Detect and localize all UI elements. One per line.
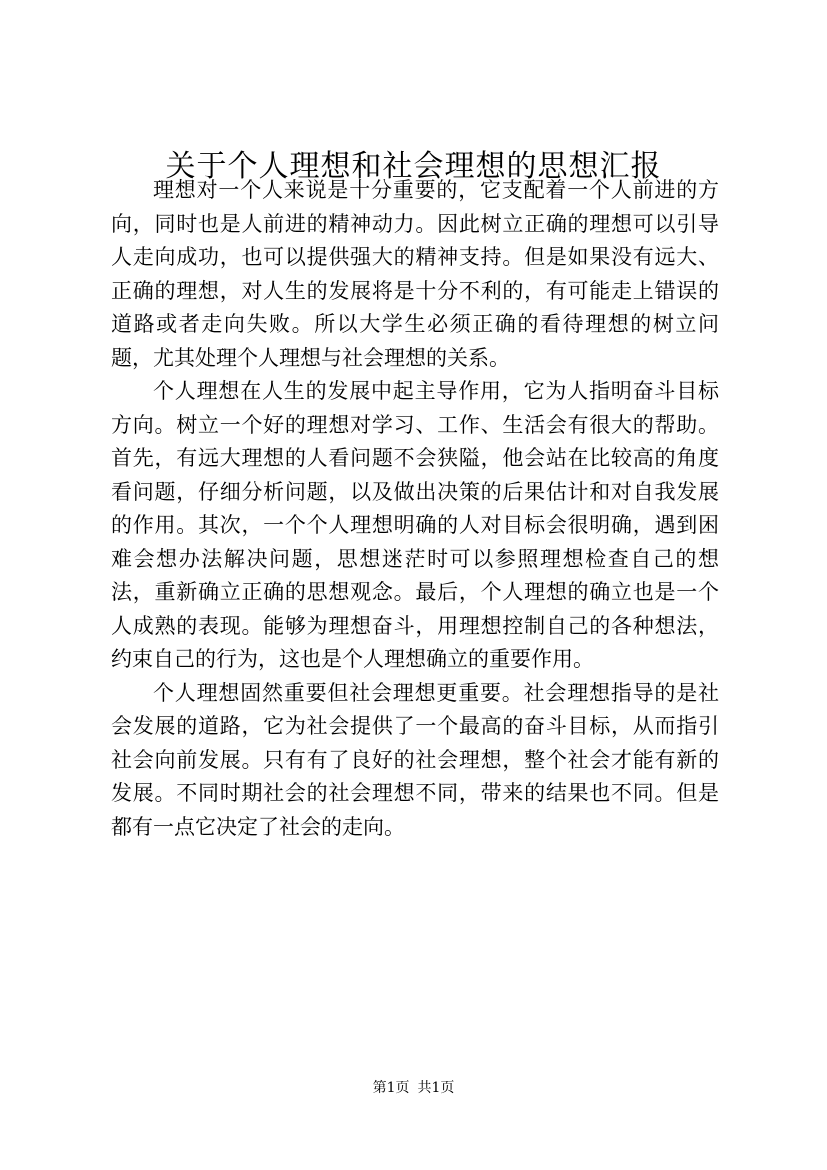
document-title: 关于个人理想和社会理想的思想汇报 [165, 149, 662, 184]
page-footer [0, 1078, 827, 1098]
paragraph-1: 理想对一个人来说是十分重要的，它支配着一个人前进的方向，同时也是人前进的精神动力。因此树立正确的理想可以引导人走向成功，也可以提供强大的精神支持。但是如果没有远大、正确的理想，对人生的发展将是十分不利的，有可能走上错误的道路或者走向失败。所以大学生必须正确的看待理想的树立问题，尤其处理个人理想与社会理想的关系。 [111, 178, 719, 370]
paragraph-3: 个人理想固然重要但社会理想更重要。社会理想指导的是社会发展的道路，它为社会提供了一个最高的奋斗目标，从而指引社会向前发展。只有有了良好的社会理想，整个社会才能有新的发展。不同时期社会的社会理想不同，带来的结果也不同。但是都有一点它决定了社会的走向。 [111, 680, 719, 839]
paragraph-2: 个人理想在人生的发展中起主导作用，它为人指明奋斗目标方向。树立一个好的理想对学习、工作、生活会有很大的帮助。首先，有远大理想的人看问题不会狭隘，他会站在比较高的角度看问题，仔细分析问题，以及做出决策的后果估计和对自我发展的作用。其次，一个个人理想明确的人对目标会很明确，遇到困难会想办法解决问题，思想迷茫时可以参照理想检查自己的想法，重新确立正确的思想观念。最后，个人理想的确立也是一个人成熟的表现。能够为理想奋斗，用理想控制自己的各种想法，约束自己的行为，这也是个人理想确立的重要作用。 [111, 379, 719, 671]
page-number-total: 共1页 [417, 1080, 455, 1096]
document-body [111, 174, 719, 844]
page-number-current: 第1页 [372, 1080, 410, 1096]
